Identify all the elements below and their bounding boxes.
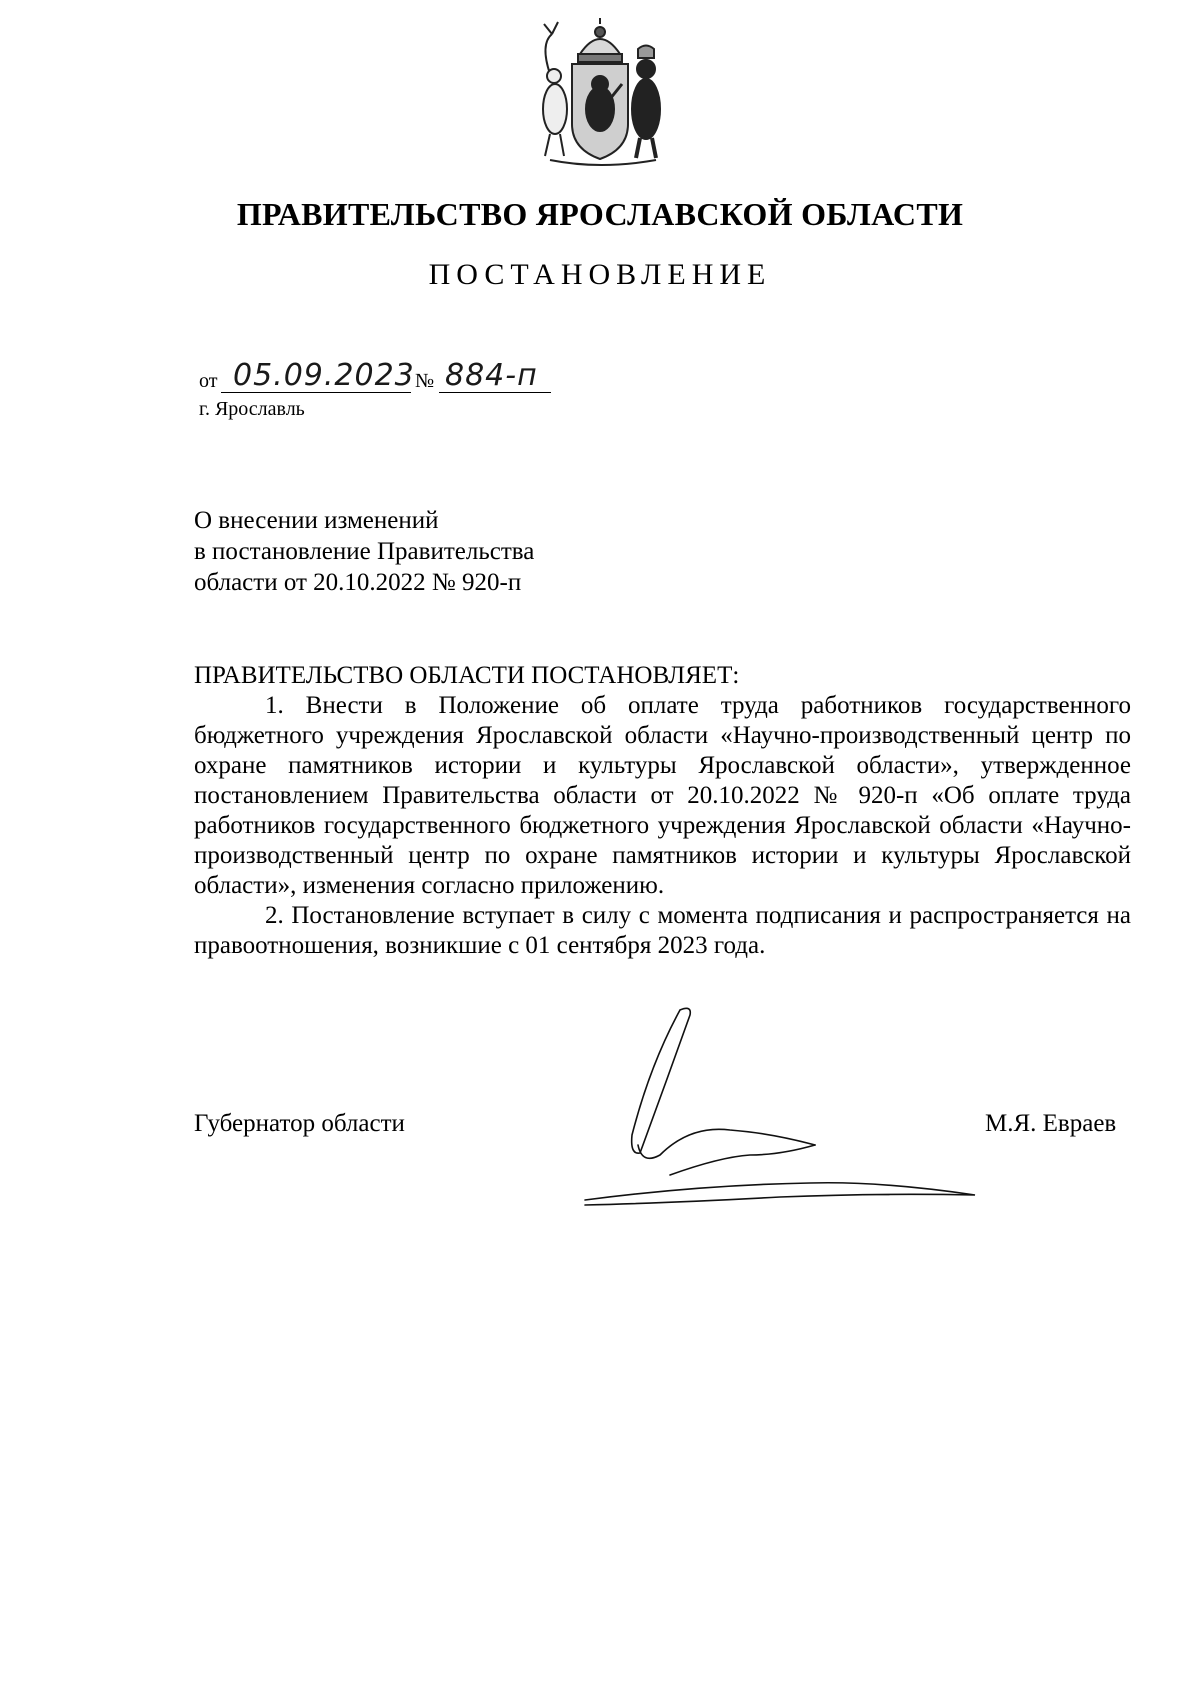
date-prefix-label: от bbox=[199, 370, 218, 392]
organization-title: ПРАВИТЕЛЬСТВО ЯРОСЛАВСКОЙ ОБЛАСТИ bbox=[236, 196, 964, 232]
subject-line: в постановление Правительства bbox=[194, 538, 535, 565]
subject-line: области от 20.10.2022 № 920-п bbox=[194, 569, 522, 596]
registration-line bbox=[199, 360, 559, 400]
document-type: ПОСТАНОВЛЕНИЕ bbox=[428, 258, 772, 291]
subject-line: О внесении изменений bbox=[194, 507, 439, 534]
city-label: г. Ярославль bbox=[199, 398, 305, 420]
resolution-heading: ПРАВИТЕЛЬСТВО ОБЛАСТИ ПОСТАНОВЛЯЕТ: bbox=[194, 662, 740, 689]
document-date: 05.09.2023 bbox=[233, 358, 415, 393]
signatory-position: Губернатор области bbox=[194, 1110, 405, 1137]
number-prefix-label: № bbox=[415, 370, 435, 392]
coat-of-arms-icon bbox=[530, 14, 670, 166]
handwritten-signature-icon bbox=[580, 1005, 980, 1215]
resolution-paragraph: 1. Внести в Положение об оплате труда работников государственного бюджетного учреждения Ярославской области «Научно-производственный центр по охране памятников истории и культуры Ярославской области», утвержденное постановлением Правительства области от 20.10.2022 № 920-п «Об оплате труда работников государственного бюджетного учреждения Ярославской области «Научно-производственный центр по охране памятников истории и культуры Ярославской области», изменения согласно приложению. bbox=[194, 692, 1131, 899]
document-body bbox=[194, 661, 1131, 961]
document-subject bbox=[194, 505, 534, 598]
signatory-name: М.Я. Евраев bbox=[985, 1110, 1117, 1137]
document-number: 884-п bbox=[445, 358, 538, 393]
resolution-paragraph: 2. Постановление вступает в силу с момента подписания и распространяется на правоотношения, возникшие с 01 сентября 2023 года. bbox=[194, 902, 1131, 959]
